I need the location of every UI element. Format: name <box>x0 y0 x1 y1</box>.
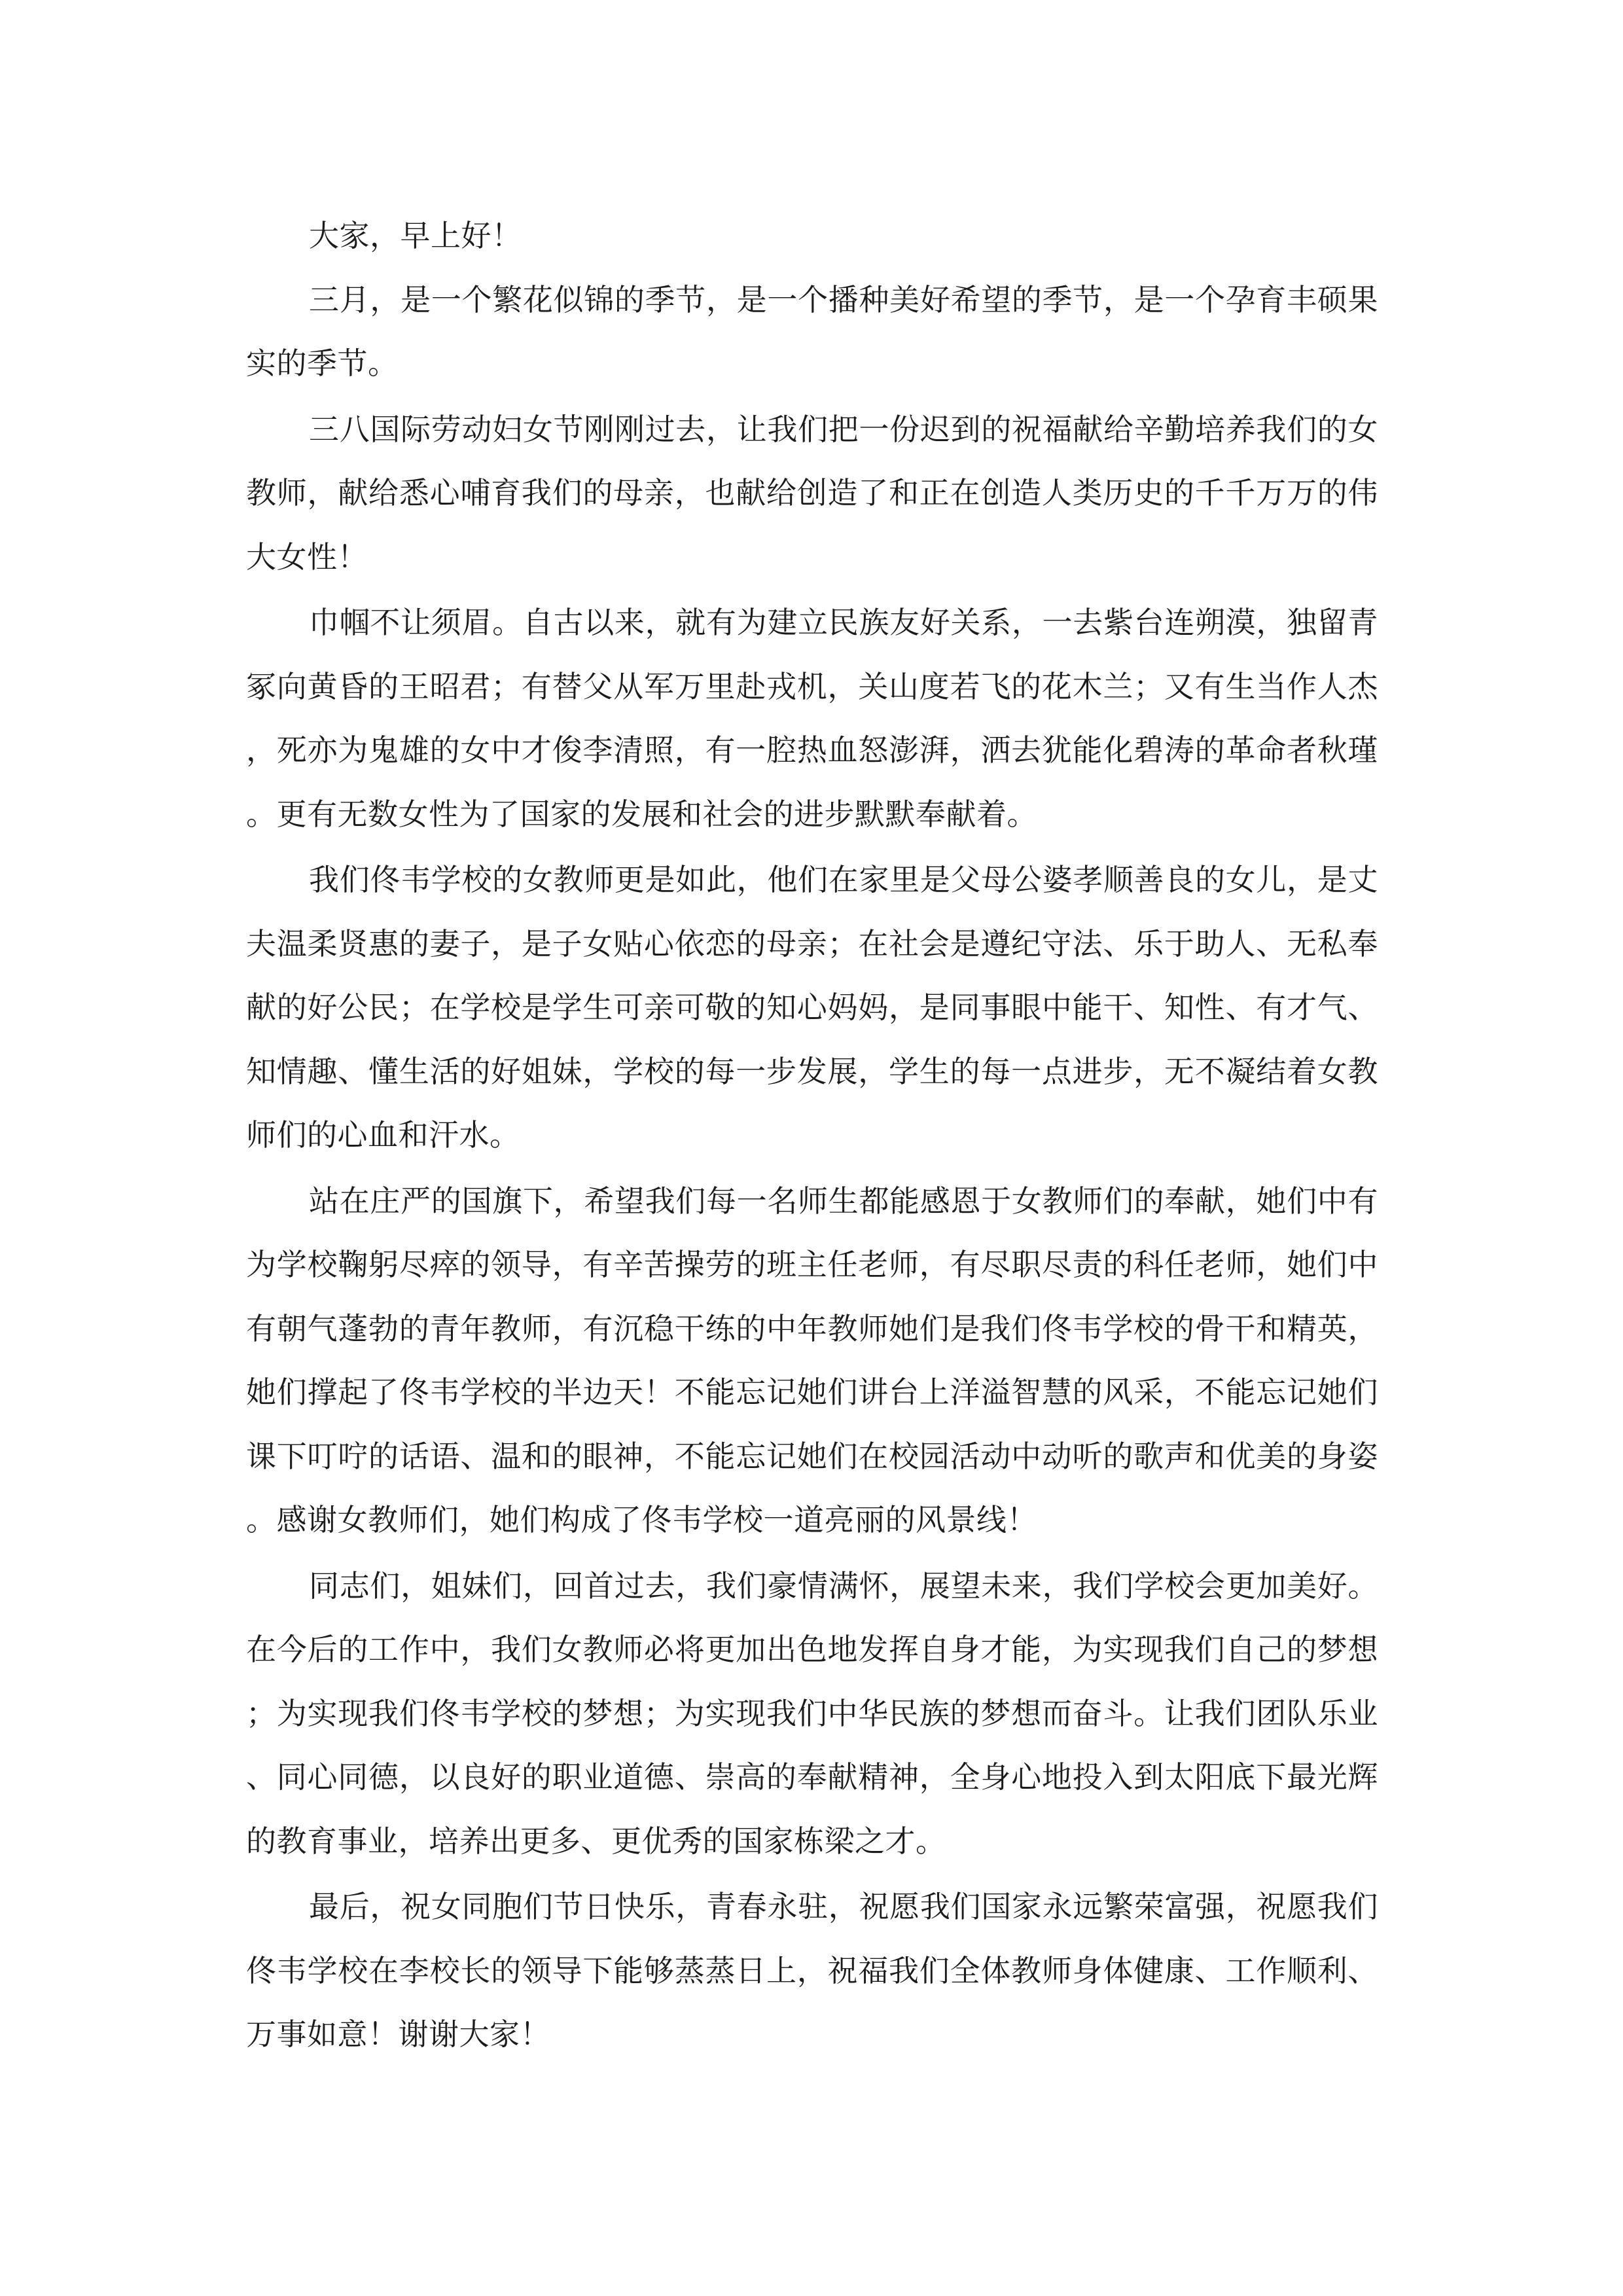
paragraph-school-teachers: 我们佟韦学校的女教师更是如此，他们在家里是父母公婆孝顺善良的女儿，是丈夫温柔贤惠的妻子，是子女贴心依恋的母亲；在社会是遵纪守法、乐于助人、无私奉献的好公民；在学校是学生可亲可敬的知心妈妈，是同事眼中能干、知性、有才气、知情趣、懂生活的好姐妹，学校的每一步发展，学生的每一点进步，无不凝结着女教师们的心血和汗水。 <box>246 862 1378 1153</box>
paragraph-closing: 最后，祝女同胞们节日快乐，青春永驻，祝愿我们国家永远繁荣富强，祝愿我们佟韦学校在李校长的领导下能够蒸蒸日上，祝福我们全体教师身体健康、工作顺利、万事如意！谢谢大家！ <box>246 1889 1378 2052</box>
paragraph-womens-day: 三八国际劳动妇女节刚刚过去，让我们把一份迟到的祝福献给辛勤培养我们的女教师，献给悉心哺育我们的母亲，也献给创造了和正在创造人类历史的千千万万的伟大女性！ <box>246 411 1378 575</box>
paragraph-march: 三月，是一个繁花似锦的季节，是一个播种美好希望的季节，是一个孕育丰硕果实的季节。 <box>246 281 1378 381</box>
paragraph-gratitude: 站在庄严的国旗下，希望我们每一名师生都能感恩于女教师们的奉献，她们中有为学校鞠躬尽瘁的领导，有辛苦操劳的班主任老师，有尽职尽责的科任老师，她们中有朝气蓬勃的青年教师，有沉稳干练的中年教师她们是我们佟韦学校的骨干和精英，她们撑起了佟韦学校的半边天！不能忘记她们讲台上洋溢智慧的风采，不能忘记她们课下叮咛的话语、温和的眼神，不能忘记她们在校园活动中动听的歌声和优美的身姿。感谢女教师们，她们构成了佟韦学校一道亮丽的风景线！ <box>246 1183 1378 1537</box>
speech-body <box>246 204 1378 2069</box>
paragraph-greeting: 大家，早上好！ <box>309 218 522 253</box>
paragraph-future: 同志们，姐妹们，回首过去，我们豪情满怀，展望未来，我们学校会更加美好。在今后的工作中，我们女教师必将更加出色地发挥自身才能，为实现我们自己的梦想；为实现我们佟韦学校的梦想；为实现我们中华民族的梦想而奋斗。让我们团队乐业、同心同德，以良好的职业道德、崇高的奉献精神，全身心地投入到太阳底下最光辉的教育事业，培养出更多、更优秀的国家栋梁之才。 <box>246 1568 1378 1859</box>
paragraph-heroines: 巾帼不让须眉。自古以来，就有为建立民族友好关系，一去紫台连朔漠，独留青冢向黄昏的王昭君；有替父从军万里赴戎机，关山度若飞的花木兰；又有生当作人杰，死亦为鬼雄的女中才俊李清照，有一腔热血怒澎湃，洒去犹能化碧涛的革命者秋瑾。更有无数女性为了国家的发展和社会的进步默默奉献着。 <box>246 605 1378 832</box>
